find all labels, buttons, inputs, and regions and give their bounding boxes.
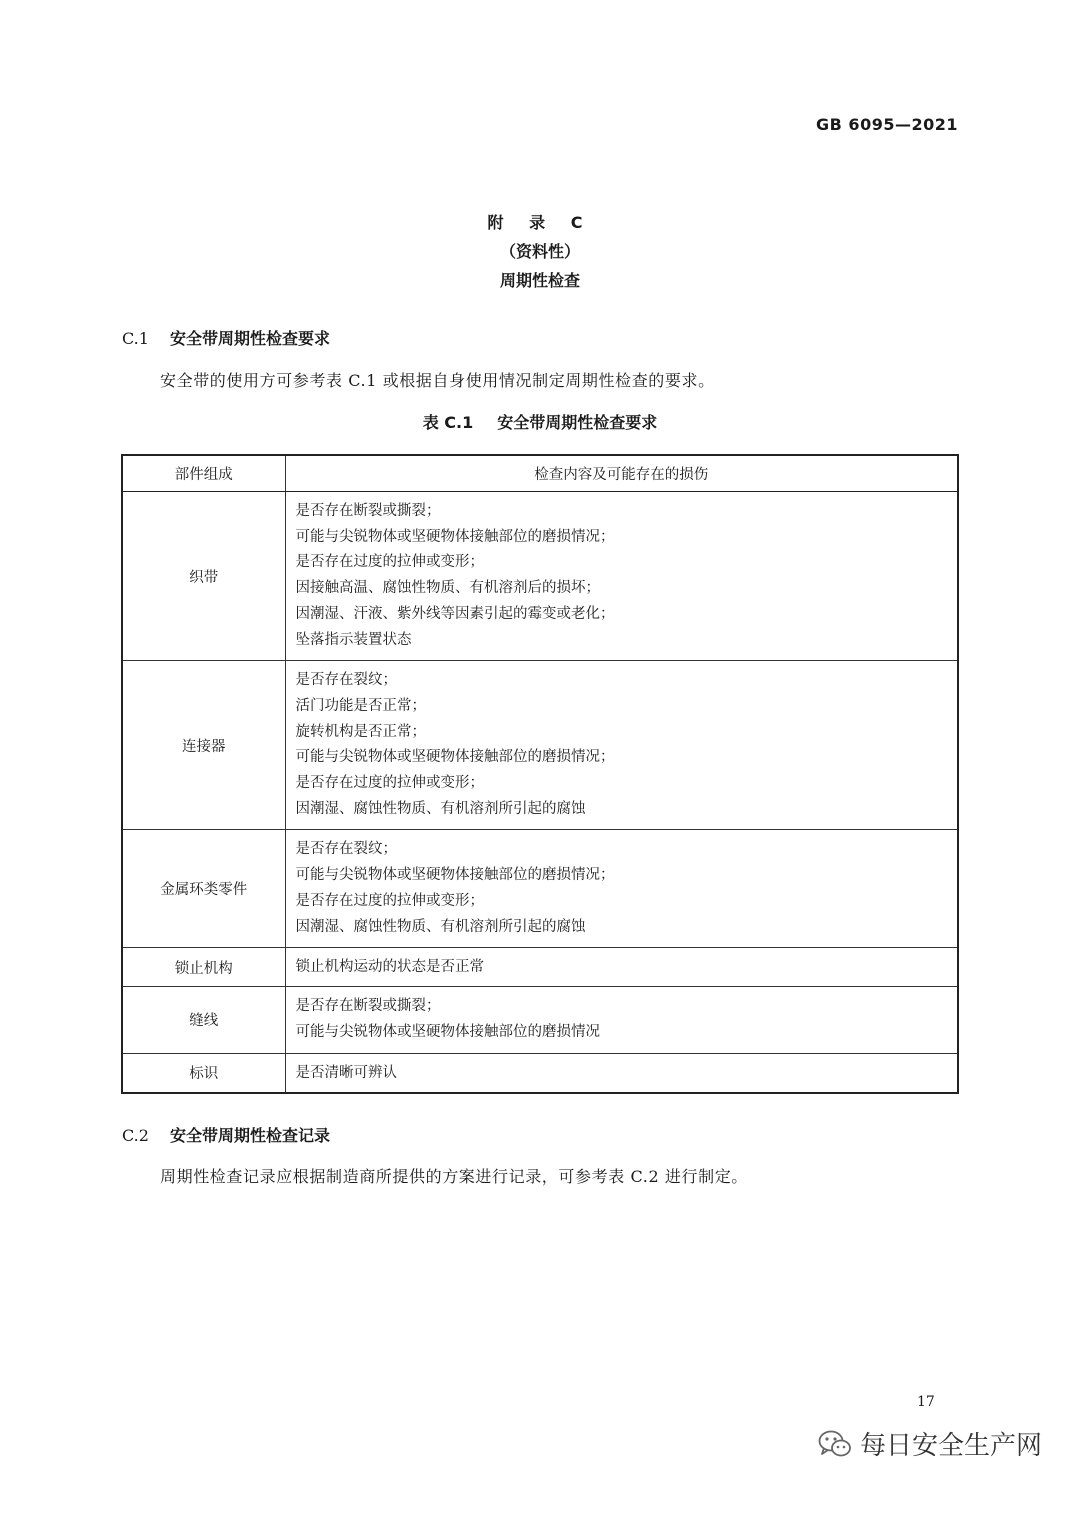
section-c2-heading [122,1123,330,1146]
items-cell [285,948,958,987]
annex-subtitle: 周期性检查 [499,271,580,290]
list-item: 是否存在裂纹； [295,672,397,689]
list-item: 可能与尖锐物体或坚硬物体接触部位的磨损情况 [295,1023,600,1040]
items-cell [285,1053,958,1093]
component-cell: 金属环类零件 [122,830,285,948]
list-item: 是否存在过度的拉伸或变形； [295,775,484,792]
wechat-icon [818,1429,852,1459]
table-header-component: 部件组成 [122,455,285,492]
section-c1-number: C.1 [122,329,149,348]
component-cell: 标识 [122,1053,285,1093]
list-item: 锁止机构运动的状态是否正常 [295,959,484,976]
section-c1-title: 安全带周期性检查要求 [170,329,331,348]
list-item: 坠落指示装置状态 [295,631,412,648]
section-c2-title: 安全带周期性检查记录 [170,1126,331,1145]
annex-type: （资料性） [499,242,580,261]
watermark [818,1425,1042,1462]
section-c2-paragraph: 周期性检查记录应根据制造商所提供的方案进行记录，可参考表 C.2 进行制定。 [160,1167,748,1186]
list-item: 可能与尖锐物体或坚硬物体接触部位的磨损情况； [295,749,615,766]
list-item: 可能与尖锐物体或坚硬物体接触部位的磨损情况； [295,528,615,545]
list-item: 可能与尖锐物体或坚硬物体接触部位的磨损情况； [295,867,615,884]
list-item: 是否存在断裂或撕裂； [295,503,441,519]
table-row [122,987,958,1053]
component-cell: 缝线 [122,987,285,1053]
list-item: 旋转机构是否正常； [295,723,426,740]
table-row [122,830,958,948]
standard-number: GB 6095—2021 [816,115,958,134]
section-c1-paragraph: 安全带的使用方可参考表 C.1 或根据自身使用情况制定周期性检查的要求。 [160,371,715,390]
table-caption [0,410,1080,433]
items-cell [285,830,958,948]
table-row [122,492,958,661]
list-item: 是否存在过度的拉伸或变形； [295,892,484,909]
component-cell: 织带 [122,492,285,661]
table-caption-title: 安全带周期性检查要求 [497,413,658,432]
list-item: 因接触高温、腐蚀性物质、有机溶剂后的损坏； [295,580,600,597]
section-c2-number: C.2 [122,1126,149,1145]
items-cell [285,661,958,830]
table-row [122,661,958,830]
table-caption-number: 表 C.1 [422,413,474,432]
list-item: 因潮湿、汗液、紫外线等因素引起的霉变或老化； [295,605,615,622]
section-c1-heading [122,326,330,349]
inspection-table [121,454,959,1094]
table-row [122,1053,958,1093]
watermark-text: 每日安全生产网 [860,1431,1043,1461]
items-cell [285,492,958,661]
list-item: 是否清晰可辨认 [295,1064,397,1081]
list-item: 是否存在过度的拉伸或变形； [295,554,484,571]
table-header-row [122,455,958,492]
list-item: 因潮湿、腐蚀性物质、有机溶剂所引起的腐蚀 [295,800,586,817]
component-cell: 锁止机构 [122,948,285,987]
annex-title: 附 录 C [487,213,593,232]
list-item: 是否存在断裂或撕裂； [295,998,441,1015]
list-item: 因潮湿、腐蚀性物质、有机溶剂所引起的腐蚀 [295,918,586,935]
table-header-content: 检查内容及可能存在的损伤 [285,455,958,492]
table-row [122,948,958,987]
page-number: 17 [917,1394,935,1410]
list-item: 活门功能是否正常； [295,697,426,714]
items-cell [285,987,958,1053]
annex-heading [0,208,1080,295]
list-item: 是否存在裂纹； [295,841,397,858]
component-cell: 连接器 [122,661,285,830]
